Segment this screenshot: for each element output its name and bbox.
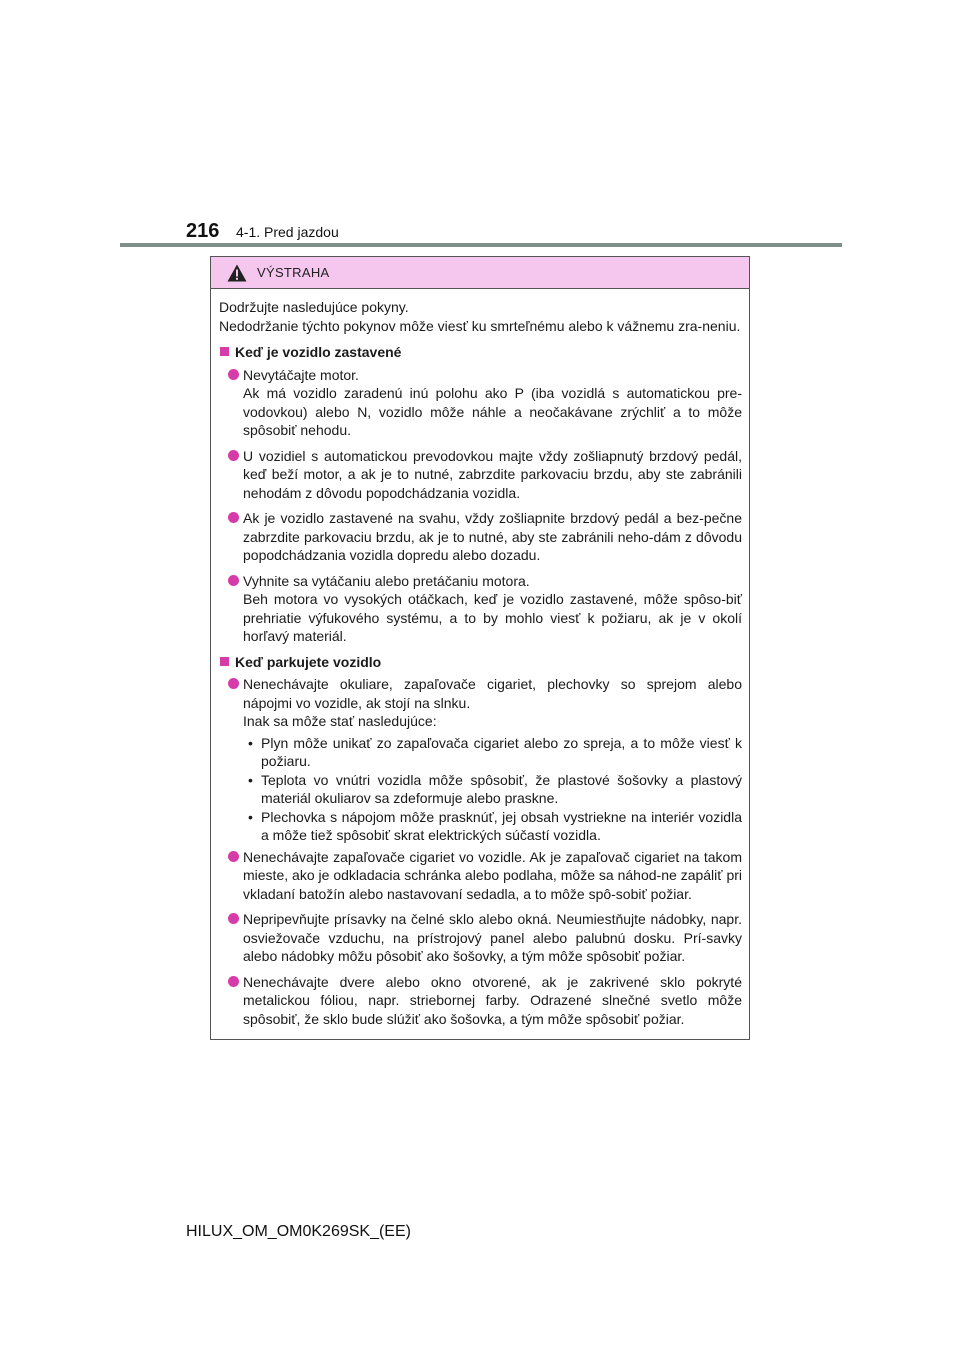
circle-bullet-icon [228,913,239,924]
sub-list-item: • Plechovka s nápojom môže prasknúť, jej obsah vystriekne na interiér vozidla a môže tiež spôsobiť skrat elektrických súčastí vozidla. [248,808,742,843]
list-item: Nenechávajte okuliare, zapaľovače cigariet, plechovky so sprejom alebo nápojmi vo vozidle, ak stojí na slnku. Inak sa môže stať nasledujúce: [219,675,742,731]
circle-bullet-icon [228,678,239,689]
warning-triangle-icon [227,264,247,282]
section-heading: Keď parkujete vozidlo [219,653,742,672]
list-item: Nepripevňujte prísavky na čelné sklo alebo okná. Neumiestňujte nádobky, napr. osviežovače vzduchu, na prístrojový panel alebo palubnú dosku. Prí-savky alebo nádobky môžu pôsobiť ako šošovky, a tým môže spôsobiť požiar. [219,910,742,966]
list-item: Nenechávajte dvere alebo okno otvorené, ak je zakrivené sklo pokryté metalickou fóliou, napr. striebornej farby. Odrazené slnečné svetlo môže spôsobiť, že sklo bude slúžiť ako šošovka, a tým môže spôsobiť požiar. [219,973,742,1029]
warning-title: VÝSTRAHA [257,265,330,280]
page-number: 216 [186,220,220,242]
circle-bullet-icon [228,512,239,523]
circle-bullet-icon [228,851,239,862]
section-heading: Keď je vozidlo zastavené [219,343,742,362]
list-item: Nevytáčajte motor. Ak má vozidlo zaradenú inú polohu ako P (iba vozidlá s automatickou pre-vodovkou) alebo N, vozidlo môže náhle a neočakávane zrýchliť a to môže spôsobiť nehodu. [219,366,742,440]
list-item: Nenechávajte zapaľovače cigariet vo vozidle. Ak je zapaľovač cigariet na takom mieste, ako je odkladacia schránka alebo podlaha, môže sa náhod-ne zapáliť pri vkladaní batožín alebo nastavovaní sedadla, a to môže spô-sobiť požiar. [219,848,742,904]
sub-bullet-icon: • [248,734,253,751]
square-bullet-icon [220,657,229,666]
list-item: Vyhnite sa vytáčaniu alebo pretáčaniu motora. Beh motora vo vysokých otáčkach, keď je vozidlo zastavené, môže spôso-biť prehriatie výfukového systému, a to by mohlo viesť k požiaru, ak je v okolí horľavý materiál. [219,572,742,646]
document-code: HILUX_OM_OM0K269SK_(EE) [186,1223,411,1240]
section-title: 4-1. Pred jazdou [236,224,339,240]
header-rule [120,243,842,247]
circle-bullet-icon [228,575,239,586]
square-bullet-icon [220,347,229,356]
circle-bullet-icon [228,369,239,380]
sub-list-item: • Plyn môže unikať zo zapaľovača cigariet alebo zo spreja, a to môže viesť k požiaru. [248,734,742,769]
warning-header [211,257,749,289]
sub-bullet-icon: • [248,808,253,825]
circle-bullet-icon [228,450,239,461]
circle-bullet-icon [228,976,239,987]
sub-list-item: • Teplota vo vnútri vozidla môže spôsobiť, že plastové šošovky a plastový materiál okuliarov sa zdeformuje alebo praskne. [248,771,742,806]
intro-paragraph: Dodržujte nasledujúce pokyny. Nedodržanie týchto pokynov môže viesť ku smrteľnému alebo k vážnemu zra-neniu. [219,299,741,334]
warning-body [211,289,749,1028]
sub-list [219,734,742,845]
sub-bullet-icon: • [248,771,253,788]
list-item: Ak je vozidlo zastavené na svahu, vždy zošliapnite brzdový pedál a bez-pečne zabrzdite parkovaciu brzdu, ak je to nutné, aby ste zabránili neho-dám z dôvodu popodchádzania vozidla dopredu alebo dozadu. [219,509,742,565]
warning-box [210,256,750,1040]
list-item: U vozidiel s automatickou prevodovkou majte vždy zošliapnutý brzdový pedál, keď beží motor, a ak je to nutné, zabrzdite parkovaciu brzdu, aby ste zabránili nehodám z dôvodu popodchádzania vozidla. [219,447,742,503]
